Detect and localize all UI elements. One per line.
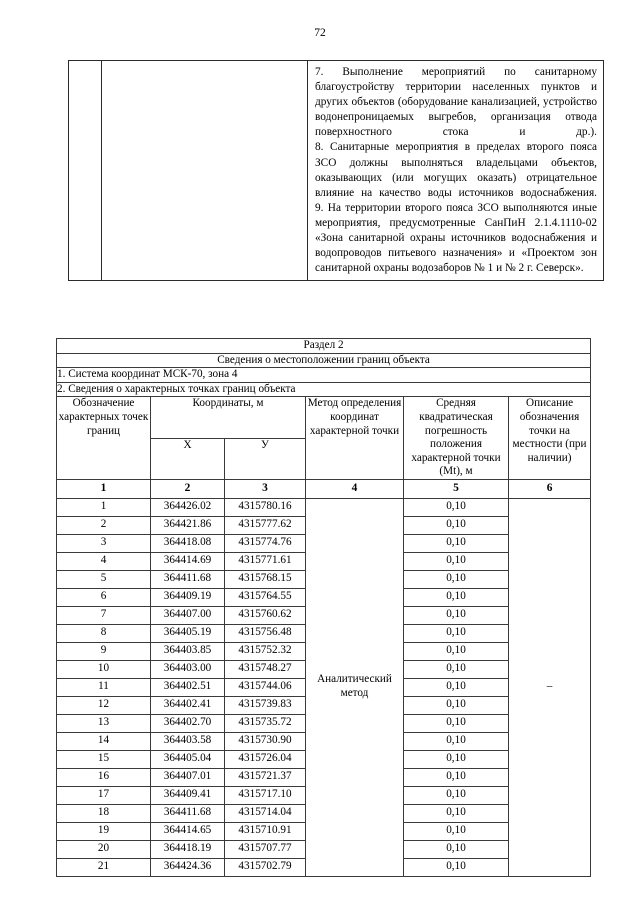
colnum-2: 2: [151, 479, 225, 498]
point-number: 18: [57, 804, 151, 822]
point-error: 0,10: [404, 534, 509, 552]
point-error: 0,10: [404, 732, 509, 750]
point-x: 364418.19: [151, 840, 225, 858]
colnum-1: 1: [57, 479, 151, 498]
point-y: 4315739.83: [225, 696, 306, 714]
point-x: 364402.51: [151, 678, 225, 696]
measures-table: [68, 60, 604, 281]
colnum-5: 5: [404, 479, 509, 498]
header-row-1: [57, 397, 591, 438]
section-line1-row: [57, 368, 591, 383]
point-error: 0,10: [404, 516, 509, 534]
point-y: 4315760.62: [225, 606, 306, 624]
point-x: 364407.00: [151, 606, 225, 624]
point-number: 17: [57, 786, 151, 804]
point-error: 0,10: [404, 840, 509, 858]
point-error: 0,10: [404, 714, 509, 732]
point-number: 3: [57, 534, 151, 552]
point-x: 364426.02: [151, 498, 225, 516]
point-x: 364418.08: [151, 534, 225, 552]
header-coordinates: Координаты, м: [151, 397, 306, 438]
point-error: 0,10: [404, 804, 509, 822]
point-x: 364414.69: [151, 552, 225, 570]
point-error: 0,10: [404, 624, 509, 642]
point-number: 12: [57, 696, 151, 714]
point-y: 4315764.55: [225, 588, 306, 606]
point-y: 4315756.48: [225, 624, 306, 642]
point-x: 364407.01: [151, 768, 225, 786]
point-number: 6: [57, 588, 151, 606]
point-error: 0,10: [404, 786, 509, 804]
point-y: 4315774.76: [225, 534, 306, 552]
point-number: 16: [57, 768, 151, 786]
point-y: 4315771.61: [225, 552, 306, 570]
coords-data-body: [57, 498, 591, 876]
point-y: 4315721.37: [225, 768, 306, 786]
point-x: 364421.86: [151, 516, 225, 534]
point-error: 0,10: [404, 750, 509, 768]
point-y: 4315752.32: [225, 642, 306, 660]
point-y: 4315726.04: [225, 750, 306, 768]
page-number: 72: [314, 27, 326, 39]
column-number-row: [57, 479, 591, 498]
section-subtitle: Сведения о местоположении границ объекта: [57, 353, 591, 368]
point-y: 4315714.04: [225, 804, 306, 822]
point-x: 364402.70: [151, 714, 225, 732]
point-x: 364409.19: [151, 588, 225, 606]
point-number: 15: [57, 750, 151, 768]
point-error: 0,10: [404, 588, 509, 606]
point-y: 4315768.15: [225, 570, 306, 588]
section-title: Раздел 2: [57, 339, 591, 354]
measure-paragraph-8: 8. Санитарные мероприятия в пределах второго пояса ЗСО должны выполняться владельцами объектов, оказывающих (или могущих оказать) отрицательное влияние на качество воды источников водоснабжения.: [315, 141, 597, 199]
measures-empty-col2: [102, 61, 308, 281]
point-error: 0,10: [404, 858, 509, 876]
point-y: 4315735.72: [225, 714, 306, 732]
point-number: 13: [57, 714, 151, 732]
measure-paragraph-7: 7. Выполнение мероприятий по санитарному благоустройству территории населенных пунктов и других объектов (оборудование канализацией, устройство водонепроницаемых выгребов, организация отвода поверхностного стока и др.).: [315, 66, 597, 139]
point-number: 9: [57, 642, 151, 660]
table-row: [57, 498, 591, 516]
section-subtitle-row: [57, 353, 591, 368]
point-x: 364424.36: [151, 858, 225, 876]
point-number: 4: [57, 552, 151, 570]
point-error: 0,10: [404, 822, 509, 840]
point-number: 1: [57, 498, 151, 516]
point-number: 20: [57, 840, 151, 858]
header-y: У: [225, 438, 306, 479]
colnum-4: 4: [306, 479, 404, 498]
point-number: 19: [57, 822, 151, 840]
points-info-line: 2. Сведения о характерных точках границ объекта: [57, 382, 591, 397]
point-error: 0,10: [404, 660, 509, 678]
header-x: X: [151, 438, 225, 479]
point-number: 8: [57, 624, 151, 642]
point-x: 364403.85: [151, 642, 225, 660]
point-number: 14: [57, 732, 151, 750]
colnum-3: 3: [225, 479, 306, 498]
point-y: 4315730.90: [225, 732, 306, 750]
point-x: 364402.41: [151, 696, 225, 714]
point-number: 5: [57, 570, 151, 588]
point-x: 364405.04: [151, 750, 225, 768]
header-description: Описание обозначения точки на местности (при наличии): [509, 397, 591, 480]
section-line2-row: [57, 382, 591, 397]
point-error: 0,10: [404, 570, 509, 588]
section-2-table: [56, 338, 591, 877]
point-error: 0,10: [404, 552, 509, 570]
point-error: 0,10: [404, 696, 509, 714]
point-number: 11: [57, 678, 151, 696]
coordinate-system-line: 1. Система координат МСК-70, зона 4: [57, 368, 591, 383]
measures-empty-col1: [69, 61, 102, 281]
point-x: 364411.68: [151, 804, 225, 822]
point-x: 364403.58: [151, 732, 225, 750]
point-number: 10: [57, 660, 151, 678]
point-y: 4315717.10: [225, 786, 306, 804]
point-error: 0,10: [404, 642, 509, 660]
point-x: 364403.00: [151, 660, 225, 678]
measure-paragraph-9: 9. На территории второго пояса ЗСО выполняются иные мероприятия, предусмотренные СанПиН 2.1.4.1110-02 «Зона санитарной охраны источников водоснабжения и водопроводов питьевого назначения» и «Проектом зон санитарной охраны водозаборов № 1 и № 2 г. Северск».: [315, 201, 597, 275]
point-error: 0,10: [404, 498, 509, 516]
point-y: 4315702.79: [225, 858, 306, 876]
table-row: [69, 61, 604, 281]
point-number: 7: [57, 606, 151, 624]
point-y: 4315748.27: [225, 660, 306, 678]
header-method: Метод определения координат характерной точки: [306, 397, 404, 480]
point-error: 0,10: [404, 678, 509, 696]
point-error: 0,10: [404, 768, 509, 786]
method-value: Аналитический метод: [306, 498, 404, 876]
point-y: 4315707.77: [225, 840, 306, 858]
point-y: 4315744.06: [225, 678, 306, 696]
point-error: 0,10: [404, 606, 509, 624]
point-x: 364411.68: [151, 570, 225, 588]
header-error: Средняя квадратическая погрешность положения характерной точки (Mt), м: [404, 397, 509, 480]
section-title-row: [57, 339, 591, 354]
point-x: 364409.41: [151, 786, 225, 804]
measures-text-cell: [308, 61, 604, 281]
point-y: 4315777.62: [225, 516, 306, 534]
point-y: 4315780.16: [225, 498, 306, 516]
description-value: –: [509, 498, 591, 876]
point-x: 364414.65: [151, 822, 225, 840]
point-number: 2: [57, 516, 151, 534]
point-x: 364405.19: [151, 624, 225, 642]
point-number: 21: [57, 858, 151, 876]
header-point-label: Обозначение характерных точек границ: [57, 397, 151, 480]
point-y: 4315710.91: [225, 822, 306, 840]
colnum-6: 6: [509, 479, 591, 498]
